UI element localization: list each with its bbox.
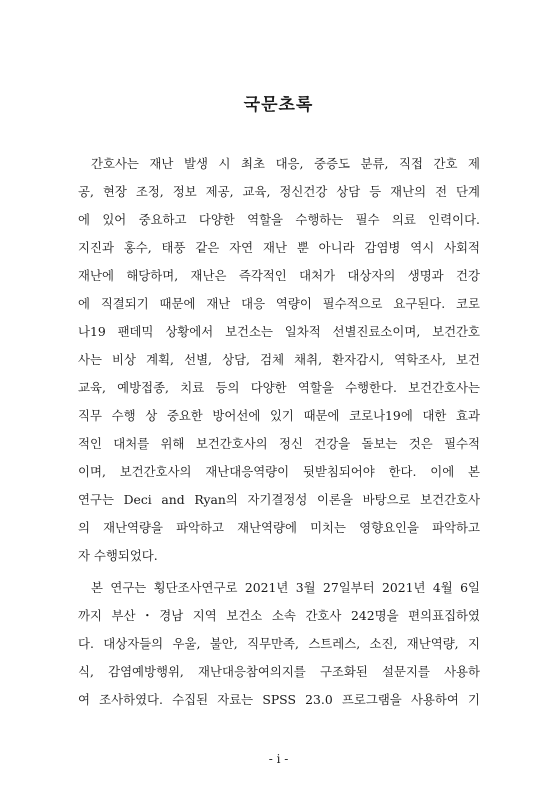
text-line: 교육, 예방접종, 치료 등의 다양한 역할을 수행한다. 보건간호사는 <box>78 380 480 395</box>
text-line: 식, 감염예방행위, 재난대응참여의지를 구조화된 설문지를 사용하 <box>78 664 480 679</box>
text-line: 직무 수행 상 중요한 방어선에 있기 때문에 코로나19에 대한 효과 <box>78 408 480 423</box>
text-line: 다. 대상자들의 우울, 불안, 직무만족, 스트레스, 소진, 재난역량, 지 <box>78 636 480 651</box>
text-line: 에 있어 중요하고 다양한 역할을 수행하는 필수 의료 인력이다. <box>78 212 480 227</box>
abstract-paragraph-1 <box>78 150 480 570</box>
text-line: 지진과 홍수, 태풍 같은 자연 재난 뿐 아니라 감염병 역시 사회적 <box>78 240 480 255</box>
text-line: 의 재난역량을 파악하고 재난역량에 미치는 영향요인을 파악하고 <box>78 520 480 535</box>
text-line: 여 조사하였다. 수집된 자료는 SPSS 23.0 프로그램을 사용하여 기 <box>78 692 480 707</box>
text-line: 적인 대처를 위해 보건간호사의 정신 건강을 돌보는 것은 필수적 <box>78 436 480 451</box>
text-line: 본 연구는 횡단조사연구로 2021년 3월 27일부터 2021년 4월 6일 <box>91 580 480 595</box>
text-line: 이며, 보건간호사의 재난대응역량이 뒷받침되어야 한다. 이에 본 <box>78 464 480 479</box>
text-line: 공, 현장 조정, 정보 제공, 교육, 정신건강 상담 등 재난의 전 단계 <box>78 184 480 199</box>
text-line: 까지 부산・경남 지역 보건소 소속 간호사 242명을 편의표집하였 <box>78 608 480 623</box>
abstract-paragraph-2 <box>78 574 480 714</box>
text-line: 연구는 Deci and Ryan의 자기결정성 이론을 바탕으로 보건간호사 <box>78 492 480 507</box>
text-line: 사는 비상 계획, 선별, 상담, 검체 채취, 환자감시, 역학조사, 보건 <box>78 352 480 367</box>
text-line: 간호사는 재난 발생 시 최초 대응, 중증도 분류, 직접 간호 제 <box>91 156 480 171</box>
page-number: - i - <box>268 752 289 766</box>
document-title: 국문초록 <box>243 95 314 115</box>
text-line: 자 수행되었다. <box>78 548 158 563</box>
text-line: 나19 팬데믹 상황에서 보건소는 일차적 선별진료소이며, 보건간호 <box>78 324 480 339</box>
text-line: 에 직결되기 때문에 재난 대응 역량이 필수적으로 요구된다. 코로 <box>78 296 480 311</box>
text-line: 재난에 해당하며, 재난은 즉각적인 대처가 대상자의 생명과 건강 <box>78 268 480 283</box>
